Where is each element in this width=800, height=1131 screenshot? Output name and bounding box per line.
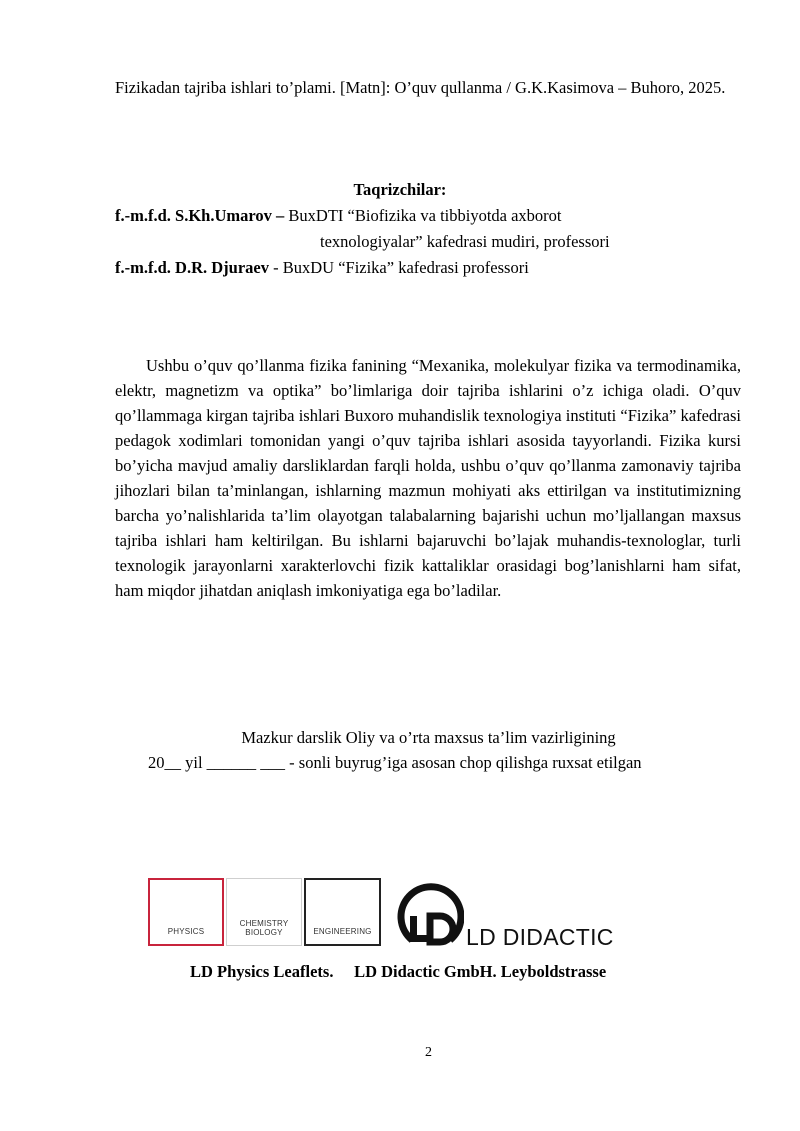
credits-line: LD Physics Leaflets. LD Didactic GmbH. Leyboldstrasse [190, 962, 607, 981]
page-number: 2 [425, 1045, 432, 1060]
physics-logo-box [148, 878, 224, 946]
chemistry-label: CHEMISTRY [239, 919, 289, 928]
engineering-label: ENGINEERING [313, 927, 372, 936]
reviewer-2 [115, 258, 529, 278]
biology-label: BIOLOGY [245, 928, 283, 937]
ld-didactic-brand: LD DIDACTIC [466, 924, 614, 950]
reviewer-1-affiliation: BuxDTI “Biofizika va tibbiyotda axborot [284, 206, 562, 225]
approval-line-2: 20__ yil ______ ___ - sonli buyrug’iga asosan chop qilishga ruxsat etilgan [148, 753, 642, 772]
chemistry-biology-logo-box [226, 878, 302, 946]
reviewer-1-affiliation-cont: texnologiyalar” kafedrasi mudiri, professori [320, 232, 610, 251]
reviewer-1-name: f.-m.f.d. S.Kh.Umarov – [115, 206, 285, 225]
approval-line-1: Mazkur darslik Oliy va o’rta maxsus ta’lim vazirligining [241, 728, 616, 747]
abstract [115, 353, 741, 603]
reviewer-2-name: f.-m.f.d. D.R. Djuraev [115, 258, 269, 277]
reviewer-2-affiliation: - BuxDU “Fizika” kafedrasi professori [268, 258, 529, 277]
reviewers-title: Taqrizchilar: [353, 180, 447, 199]
abstract-paragraph: Ushbu o’quv qo’llanma fizika fanining “Mexanika, molekulyar fizika va termodinamika, elektr, magnetizm va optika” bo’limlariga doir tajriba ishlarini o’z ichiga oladi. O’quv qo’llammaga kirgan tajriba ishlari Buxoro muhandislik texnologiya instituti “Fizika” kafedrasi pedagok xodimlari tomonidan yangi o’quv tajriba ishlari asosida tayyorlandi. Fizika kursi bo’yicha mavjud amaliy darsliklardan farqli holda, ushbu o’quv qo’llanma zamonaviy tajriba jihozlari bilan ta’minlangan, ishlarning mazmun mohiyati aks ettirilgan va institutimizning barcha yo’nalishlarida ta’lim olayotgan talabalarning bajarishi uchun mo’ljallangan maxsus tajriba ishlari ham keltirilgan. Bu ishlarni bajaruvchi bo’lajak muhandis-texnologlar, turli texnologik jarayonlarni xarakterlovchi fizik kattaliklar orasidagi bog’lanishlarni ham sifat, ham miqdor jihatdan aniqlash imkoniyatiga ega bo’ladilar. [115, 356, 741, 600]
engineering-logo-box [304, 878, 381, 946]
reviewer-1 [115, 206, 562, 226]
physics-label: PHYSICS [167, 927, 205, 936]
citation-text: Fizikadan tajriba ishlari to’plami. [Matn]: O’quv qullanma / G.K.Kasimova – Buhoro, 2025. [115, 78, 726, 97]
ld-didactic-logo-icon [392, 880, 464, 948]
